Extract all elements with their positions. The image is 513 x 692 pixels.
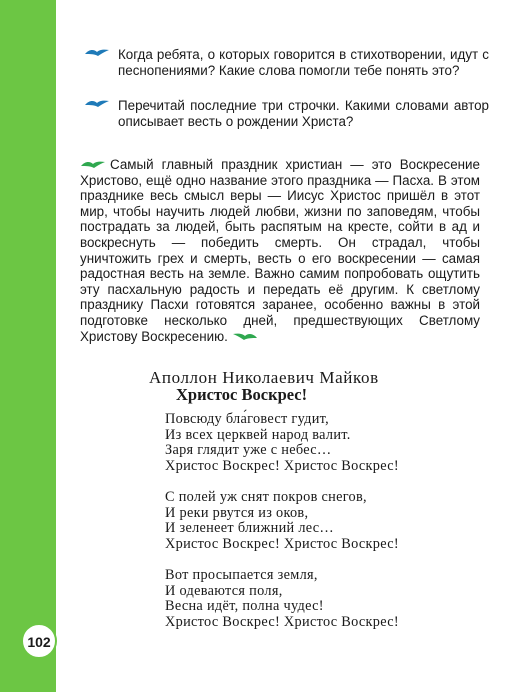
poem-line: Христос Воскрес! Христос Воскрес! xyxy=(165,457,399,474)
question-2 xyxy=(84,98,489,130)
poem-line: И зеленеет ближний лес… xyxy=(165,520,335,537)
poem-line: Христос Воскрес! Христос Воскрес! xyxy=(165,613,399,630)
poem-title: Христос Воскрес! xyxy=(176,385,308,404)
poem-line: Заря глядит уже с небес… xyxy=(165,442,332,459)
info-block xyxy=(80,157,480,344)
poem-line: И реки рвутся из оков, xyxy=(165,504,309,521)
info-text: Самый главный праздник христиан — это Воскресение Христово, ещё одно название этого праздника — Пасха. В этом празднике весь смысл веры — Иисус Христос пришёл в этот мир, чтобы научить людей любви, жизни по заповедям, чтобы пострадать за людей, быть распятым на кресте, сойти в ад и воскреснуть — победить смерть. Он страдал, чтобы уничтожить грех и смерть, весть о его воскресении — самая радостная весть на земле. Важно самим попробовать ощутить эту пасхальную радость и передать её другим. К светлому празднику Пасхи готовятся заранее, особенно важны в этой подготовке несколько дней, предшествующих Светлому Христову Воскресению. xyxy=(80,157,480,344)
question-text: Когда ребята, о которых говорится в стихотворении, идут с песнопениями? Какие слова помогли тебе понять это? xyxy=(118,47,489,78)
poem-line: Из всех церквей народ валит. xyxy=(165,426,351,443)
bird-icon xyxy=(232,332,258,342)
page-number: 102 xyxy=(27,634,51,650)
question-text: Перечитай последние три строчки. Какими словами автор описывает весть о рождении Христа? xyxy=(118,98,489,129)
poem-line: Весна идёт, полна чудес! xyxy=(165,598,324,615)
left-margin-band xyxy=(0,0,56,692)
bird-icon xyxy=(84,48,110,58)
poem-line: Повсюду бла́говест гудит, xyxy=(165,411,330,427)
poem-line: Вот просыпается земля, xyxy=(165,566,318,583)
poem-line: Христос Воскрес! Христос Воскрес! xyxy=(165,535,399,552)
poem-line: И одеваются поля, xyxy=(165,582,283,599)
poem-body xyxy=(165,412,399,630)
bird-icon xyxy=(84,99,110,109)
poem-line: С полей уж снят покров снегов, xyxy=(165,488,367,505)
question-1 xyxy=(84,47,489,79)
